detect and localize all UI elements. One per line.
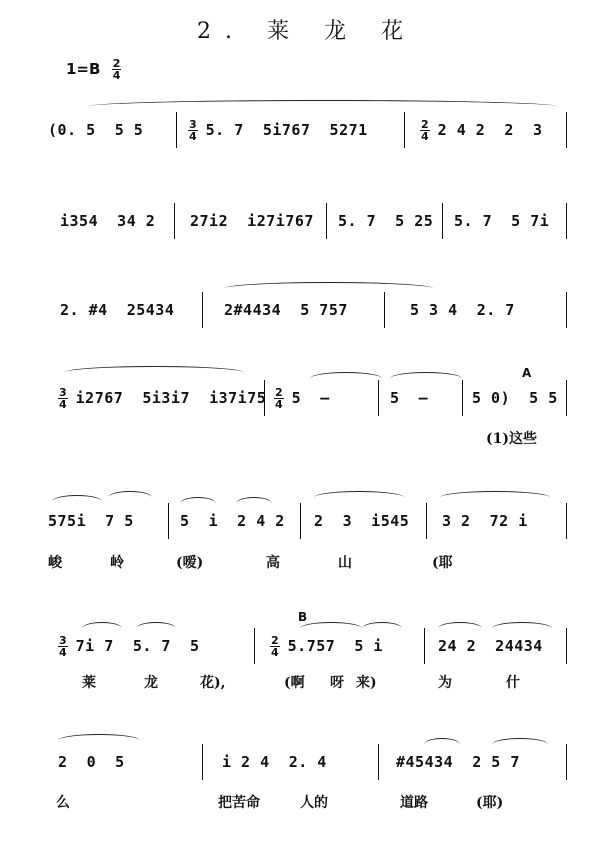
measure [60, 203, 155, 239]
time-change [188, 119, 198, 142]
measure [338, 203, 433, 239]
measure-notes: 7i 7 5. 7 5 [75, 637, 200, 655]
measure-notes: i2767 5i3i7 i37i75 [75, 389, 267, 407]
time-change [270, 635, 280, 658]
time-bottom: 4 [112, 69, 121, 82]
measure [188, 112, 368, 148]
staff-system-4 [0, 366, 614, 416]
time-change [58, 635, 68, 658]
measure [454, 203, 549, 239]
lyric: 人的 [300, 795, 328, 811]
lyric: 什 [506, 675, 520, 691]
lyric: 峻 [48, 555, 62, 571]
measure-notes: i 2 4 2. 4 [222, 753, 327, 771]
measure [410, 292, 515, 328]
measure [274, 380, 330, 416]
measure-notes: 5 i 2 4 2 [180, 512, 285, 530]
lyric: 把苦命 [218, 795, 260, 811]
measure [224, 292, 348, 328]
barline [174, 203, 175, 239]
lyric: 莱 [82, 675, 96, 691]
lyric: 为 [438, 675, 452, 691]
time-signature [112, 58, 122, 81]
barline [566, 628, 567, 664]
measure-notes: 2 3 i545 [314, 512, 410, 530]
measure-notes: 3 2 72 i [442, 512, 528, 530]
measure-notes: 5 3 4 2. 7 [410, 301, 515, 319]
lyrics-line-5 [0, 552, 614, 574]
lyric: 龙 [144, 675, 158, 691]
measure-notes: 2. #4 25434 [60, 301, 175, 319]
lyric: (耶) [476, 795, 504, 811]
lyrics-line-6 [0, 672, 614, 694]
time-bottom: 4 [189, 129, 197, 143]
song-title: 2. 莱 龙 花 [197, 19, 417, 44]
barline [424, 628, 425, 664]
lyric: 来) [356, 675, 377, 691]
barline [378, 744, 379, 780]
lyric: 呀 [330, 675, 344, 691]
measure [60, 292, 174, 328]
measure-notes: 2 4 2 2 3 [437, 121, 543, 139]
time-top: 3 [189, 117, 197, 131]
staff-system-7 [0, 744, 614, 780]
time-bottom: 4 [421, 129, 429, 143]
staff-system-6 [0, 610, 614, 664]
measure [396, 744, 520, 780]
time-bottom: 4 [275, 397, 283, 411]
time-top: 2 [421, 117, 429, 131]
time-change [58, 387, 68, 410]
measure-notes: 5 – [291, 389, 330, 407]
barline [566, 503, 567, 539]
time-top: 2 [112, 57, 121, 70]
lyric: (1)这些 [486, 431, 537, 447]
measure [180, 503, 285, 539]
measure-notes: 27i2 i27i767 [190, 212, 314, 230]
time-top: 2 [271, 633, 279, 647]
barline [384, 292, 385, 328]
measure [222, 744, 327, 780]
measure [314, 503, 409, 539]
lyric: (耶 [432, 555, 453, 571]
barline [404, 112, 405, 148]
rehearsal-mark-a: A [522, 366, 532, 380]
lyric: 高 [266, 555, 280, 571]
measure-notes: 5 0) 5 5 [472, 389, 558, 407]
time-change [274, 387, 284, 410]
barline [566, 744, 567, 780]
measure-notes: 5.757 5 i [287, 637, 383, 655]
barline [176, 112, 177, 148]
measure [58, 744, 125, 780]
measure [472, 380, 558, 416]
phrase-slur [64, 366, 244, 379]
staff-system-2 [0, 203, 614, 239]
measure [420, 112, 543, 148]
measure-notes: 5. 7 5 7i [454, 212, 550, 230]
measure-notes: 2#4434 5 757 [224, 301, 348, 319]
measure [48, 112, 143, 148]
measure [58, 380, 266, 416]
measure-notes: 5. 7 5 25 [338, 212, 434, 230]
lyric: 花), [200, 675, 226, 691]
key-label: 1=B [66, 60, 101, 78]
measure-notes: (0. 5 5 5 [48, 121, 144, 139]
lyric: 山 [338, 555, 352, 571]
barline [566, 380, 567, 416]
barline [426, 503, 427, 539]
lyrics-line-7 [0, 792, 614, 814]
staff-system-5 [0, 503, 614, 539]
measure-notes: i354 34 2 [60, 212, 156, 230]
key-signature [66, 58, 121, 81]
staff-system-3 [0, 292, 614, 328]
measure-notes: #45434 2 5 7 [396, 753, 520, 771]
barline [202, 744, 203, 780]
time-top: 3 [59, 385, 67, 399]
rehearsal-mark-b: B [298, 610, 308, 624]
barline [326, 203, 327, 239]
measure [58, 628, 200, 664]
measure [270, 628, 383, 664]
lyric: (啊 [284, 675, 305, 691]
barline [442, 203, 443, 239]
barline [462, 380, 463, 416]
barline [378, 380, 379, 416]
staff-system-1 [0, 112, 614, 148]
measure-notes: 5. 7 5i767 5271 [205, 121, 368, 139]
barline [264, 380, 265, 416]
measure-notes: 2 0 5 [58, 753, 125, 771]
barline [566, 203, 567, 239]
time-bottom: 4 [271, 645, 279, 659]
lyrics-line-4 [0, 428, 614, 450]
measure [438, 628, 543, 664]
barline [254, 628, 255, 664]
measure [48, 503, 134, 539]
measure [190, 203, 314, 239]
measure [442, 503, 528, 539]
barline [300, 503, 301, 539]
time-change [420, 119, 430, 142]
measure-notes: 575i 7 5 [48, 512, 134, 530]
measure [390, 380, 428, 416]
time-bottom: 4 [59, 397, 67, 411]
lyric: 么 [56, 795, 70, 811]
time-top: 2 [275, 385, 283, 399]
barline [566, 292, 567, 328]
barline [566, 112, 567, 148]
time-bottom: 4 [59, 645, 67, 659]
lyric: (嗳) [176, 555, 204, 571]
barline [202, 292, 203, 328]
measure-notes: 24 2 24434 [438, 637, 543, 655]
lyric: 道路 [400, 795, 428, 811]
lyric: 岭 [110, 555, 124, 571]
time-top: 3 [59, 633, 67, 647]
barline [168, 503, 169, 539]
measure-notes: 5 – [390, 389, 429, 407]
